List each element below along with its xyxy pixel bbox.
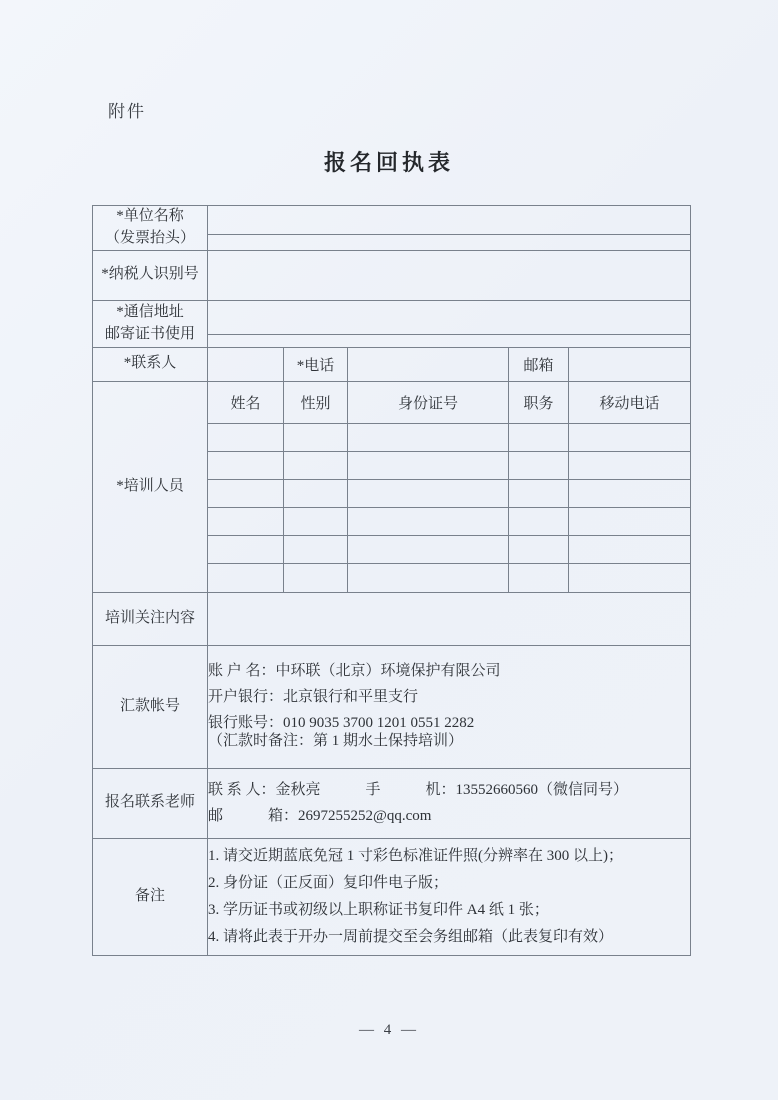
trainee-cell bbox=[208, 451, 284, 479]
trainee-cell bbox=[569, 535, 691, 563]
remittance-bank: 开户银行：北京银行和平里支行 bbox=[208, 689, 419, 705]
trainee-cell bbox=[348, 423, 509, 451]
trainee-cell bbox=[348, 563, 509, 592]
trainee-cell bbox=[284, 563, 348, 592]
trainee-cell bbox=[208, 507, 284, 535]
address-value-bottom bbox=[208, 334, 691, 347]
trainee-cell bbox=[569, 479, 691, 507]
trainee-cell bbox=[569, 507, 691, 535]
contact-label: *联系人 bbox=[93, 347, 208, 381]
taxpayer-id-label: *纳税人识别号 bbox=[93, 250, 208, 300]
trainee-cell bbox=[509, 563, 569, 592]
unit-name-value-top bbox=[208, 206, 691, 235]
trainees-col-id-number: 身份证号 bbox=[348, 381, 509, 423]
trainees-col-mobile: 移动电话 bbox=[569, 381, 691, 423]
trainee-cell bbox=[509, 423, 569, 451]
trainee-cell bbox=[208, 563, 284, 592]
trainee-cell bbox=[284, 479, 348, 507]
remarks-label: 备注 bbox=[93, 838, 208, 955]
teacher-email-line: 邮 箱：2697255252@qq.com bbox=[208, 807, 432, 824]
unit-name-value-bottom bbox=[208, 234, 691, 250]
teacher-label: 报名联系老师 bbox=[93, 768, 208, 838]
contact-email-value bbox=[569, 347, 691, 381]
remittance-memo: （汇款时备注：第 1 期水土保持培训） bbox=[208, 733, 464, 749]
teacher-contact-line: 联 系 人：金秋亮 手 机：13552660560（微信同号） bbox=[208, 781, 629, 798]
trainee-cell bbox=[348, 451, 509, 479]
trainee-cell bbox=[284, 507, 348, 535]
address-label-line2: 邮寄证书使用 bbox=[104, 325, 195, 342]
unit-name-label-line2: （发票抬头） bbox=[104, 229, 195, 246]
trainee-cell bbox=[569, 563, 691, 592]
taxpayer-id-value bbox=[208, 250, 691, 300]
contact-email-label: 邮箱 bbox=[509, 347, 569, 381]
trainee-cell bbox=[284, 423, 348, 451]
trainees-col-name: 姓名 bbox=[208, 381, 284, 423]
remittance-details bbox=[208, 645, 691, 768]
trainee-cell bbox=[284, 451, 348, 479]
unit-name-label-line1: *单位名称 bbox=[116, 208, 184, 224]
page-number: — 4 — bbox=[359, 1022, 419, 1038]
trainee-cell bbox=[509, 507, 569, 535]
remarks-item-3: 3. 学历证书或初级以上职称证书复印件 A4 纸 1 张； bbox=[208, 901, 549, 918]
focus-label: 培训关注内容 bbox=[93, 592, 208, 645]
remarks-item-4: 4. 请将此表于开办一周前提交至会务组邮箱（此表复印有效） bbox=[208, 928, 614, 945]
trainees-col-position: 职务 bbox=[509, 381, 569, 423]
trainee-cell bbox=[569, 423, 691, 451]
trainee-cell bbox=[348, 479, 509, 507]
teacher-details bbox=[208, 768, 691, 838]
remarks-item-2: 2. 身份证（正反面）复印件电子版； bbox=[208, 874, 449, 891]
contact-name-value bbox=[208, 347, 284, 381]
address-label-line1: *通信地址 bbox=[116, 303, 184, 320]
trainee-cell bbox=[509, 479, 569, 507]
trainee-cell bbox=[509, 535, 569, 563]
focus-value bbox=[208, 592, 691, 645]
trainee-cell bbox=[348, 535, 509, 563]
trainee-cell bbox=[208, 535, 284, 563]
trainees-label: *培训人员 bbox=[93, 381, 208, 592]
page-title: 报名回执表 bbox=[323, 150, 454, 175]
address-label bbox=[93, 300, 208, 347]
address-value-top bbox=[208, 300, 691, 334]
trainee-cell bbox=[208, 423, 284, 451]
contact-phone-label: *电话 bbox=[284, 347, 348, 381]
remittance-account-name: 账 户 名：中环联（北京）环境保护有限公司 bbox=[208, 663, 501, 679]
remittance-account-number: 银行账号：010 9035 3700 1201 0551 2282 bbox=[208, 715, 475, 731]
trainee-cell bbox=[208, 479, 284, 507]
trainee-cell bbox=[509, 451, 569, 479]
trainee-cell bbox=[348, 507, 509, 535]
registration-form-table bbox=[92, 205, 691, 956]
remittance-label: 汇款帐号 bbox=[93, 645, 208, 768]
trainees-col-gender: 性别 bbox=[284, 381, 348, 423]
remarks-details bbox=[208, 838, 691, 955]
remarks-item-1: 1. 请交近期蓝底免冠 1 寸彩色标准证件照(分辨率在 300 以上)； bbox=[208, 847, 623, 864]
attachment-label: 附件 bbox=[108, 102, 146, 121]
trainee-cell bbox=[569, 451, 691, 479]
contact-phone-value bbox=[348, 347, 509, 381]
trainee-cell bbox=[284, 535, 348, 563]
unit-name-label bbox=[93, 206, 208, 251]
